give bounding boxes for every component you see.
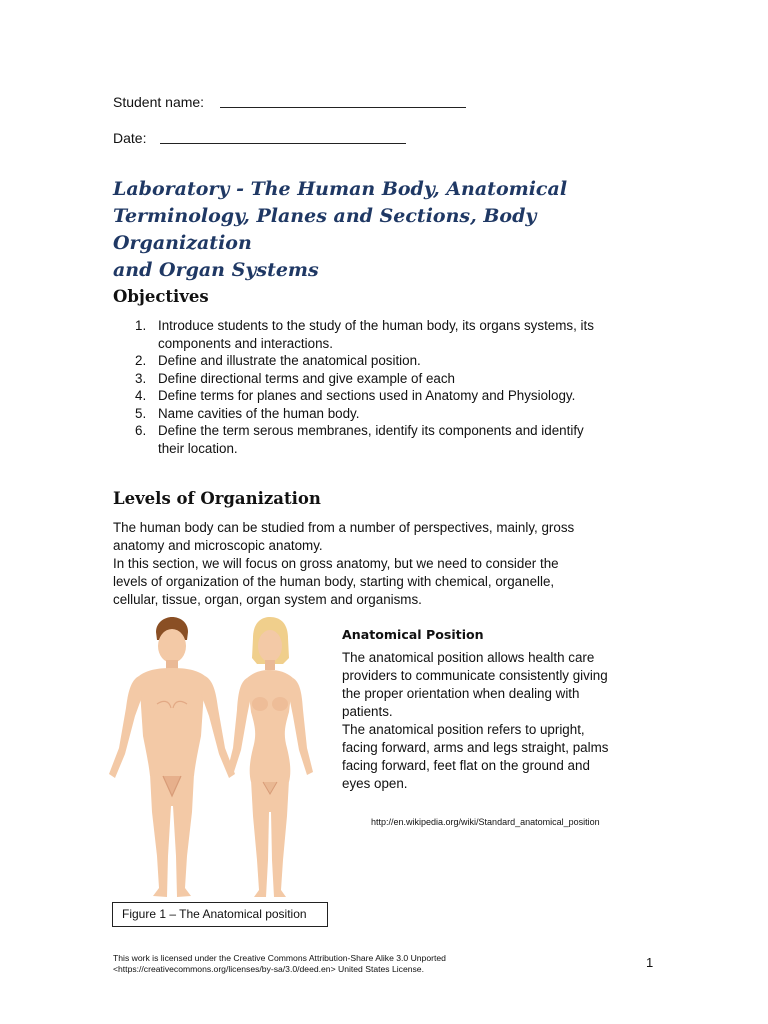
list-item: 5. Name cavities of the human body.	[135, 405, 360, 421]
student-name-label: Student name:	[113, 94, 205, 110]
anatomical-position-text: The anatomical position allows health care providers to communicate consistently giving the proper orientation when dealing with patients. The anatomical position refers to upright, facing forward, arms and legs straight, palms facing forward, feet flat on the ground and eyes open.	[342, 650, 609, 791]
license-footer: This work is licensed under the Creative Commons Attribution-Share Alike 3.0 Unported <https://creativecommons.org/licenses/by-sa/3.0/deed.en> United States License.	[113, 953, 446, 974]
student-name-field[interactable]	[113, 94, 473, 110]
levels-paragraph: The human body can be studied from a number of perspectives, mainly, gross anatomy and microscopic anatomy. In this section, we will focus on gross anatomy, but we need to consider the levels of organization of the human body, starting with chemical, organelle, cellular, tissue, organ, organ system and organisms.	[113, 520, 575, 607]
list-item: 3. Define directional terms and give example of each	[135, 370, 455, 386]
list-item: 1. Introduce students to the study of the human body, its organs systems, its components and interactions.	[135, 318, 594, 351]
female-figure	[227, 617, 313, 897]
list-item: 6. Define the term serous membranes, identify its components and identify their location.	[135, 423, 584, 456]
male-figure	[109, 617, 235, 897]
anatomical-position-heading: Anatomical Position	[342, 627, 484, 642]
title-line-2: Terminology, Planes and Sections, Body Organization	[113, 205, 537, 254]
list-item: 4. Define terms for planes and sections used in Anatomy and Physiology.	[135, 388, 576, 403]
levels-heading: Levels of Organization	[113, 489, 321, 508]
objectives-heading: Objectives	[113, 287, 209, 306]
student-name-line[interactable]	[220, 107, 466, 108]
wikipedia-link[interactable]: http://en.wikipedia.org/wiki/Standard_anatomical_position	[371, 817, 600, 827]
date-field[interactable]	[113, 130, 413, 146]
page-title	[113, 176, 673, 284]
date-line[interactable]	[160, 143, 406, 144]
date-label: Date:	[113, 130, 147, 146]
anatomical-position-figure	[97, 616, 333, 904]
page-number: 1	[646, 955, 654, 970]
list-item: 2. Define and illustrate the anatomical position.	[135, 353, 421, 368]
objectives-list	[113, 317, 658, 457]
title-line-3: and Organ Systems	[113, 259, 319, 281]
title-line-1: Laboratory - The Human Body, Anatomical	[113, 178, 568, 200]
human-figures-illustration	[97, 616, 333, 904]
figure-caption: Figure 1 – The Anatomical position	[112, 902, 328, 927]
